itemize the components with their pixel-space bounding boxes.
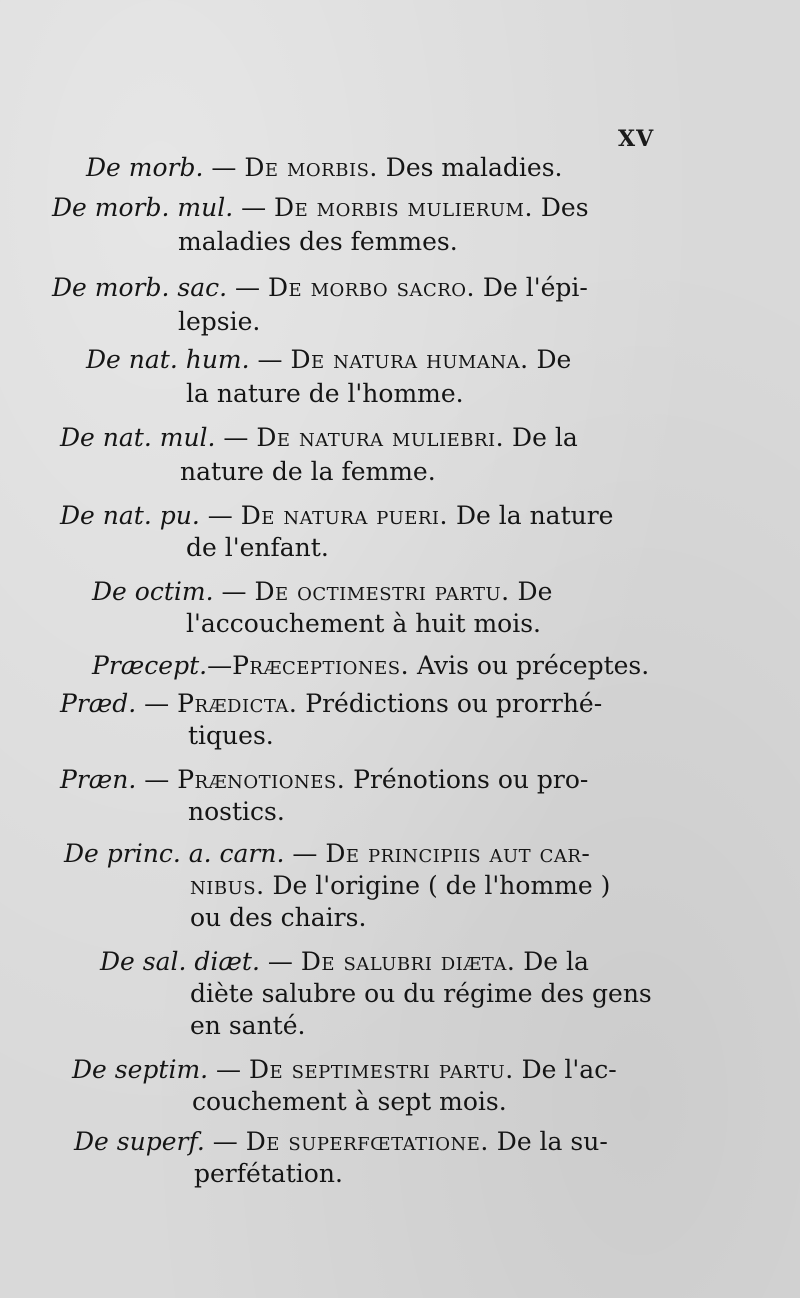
entry-latin-title: De salubri diæta. [300,947,516,976]
glossary-entry [60,498,613,533]
entry-french-translation: Des [532,193,589,222]
entry-french-translation: Prédictions ou prorrhé- [297,689,603,718]
entry-dash: — [233,193,275,222]
glossary-entry-continuation: l'accouchement à huit mois. [186,609,541,638]
glossary-entry-continuation: tiques. [188,721,274,750]
entry-abbreviation: De morb. sac. [52,273,228,302]
entry-french-translation: De l'ac- [513,1055,617,1084]
glossary-entry-continuation: diète salubre ou du régime des gens [190,979,652,1008]
entry-abbreviation: De morb. mul. [52,193,234,222]
entry-latin-title: De natura muliebri. [256,423,505,452]
glossary-entry [52,270,588,305]
entry-latin-title: Præceptiones. [232,651,410,680]
glossary-entry-continuation: de l'enfant. [186,533,329,562]
entry-abbreviation: De morb. [86,153,204,182]
entry-french-translation: De la [515,947,589,976]
entry-dash: — [207,651,233,680]
glossary-entry-continuation: couchement à sept mois. [192,1087,507,1116]
entry-french-translation: De [528,345,572,374]
entry-latin-title: De natura pueri. [240,501,448,530]
entry-latin-title: Prædicta. [177,689,298,718]
entry-abbreviation: De nat. mul. [60,423,216,452]
entry-abbreviation: De septim. [72,1055,209,1084]
glossary-entry-continuation: en santé. [190,1011,306,1040]
glossary-entry [60,686,602,721]
entry-abbreviation: De superf. [74,1127,205,1156]
glossary-entry-continuation: la nature de l'homme. [186,379,464,408]
entry-dash: — [204,1127,246,1156]
entry-dash: — [284,839,326,868]
glossary-entry [60,762,588,797]
entry-french-translation: De la nature [448,501,614,530]
glossary-entry [60,420,578,455]
entry-latin-title: nibus. [190,871,265,900]
entry-dash: — [136,765,178,794]
page-number: XV [618,126,655,152]
entry-french-translation: De l'origine ( de l'homme ) [264,871,611,900]
entry-dash: — [203,153,245,182]
entry-french-translation: De l'épi- [474,273,588,302]
glossary-entry-continuation [190,868,610,903]
entry-dash: — [259,947,301,976]
entry-latin-title: De natura humana. [290,345,529,374]
entry-french-translation: De la su- [488,1127,608,1156]
glossary-entry-continuation: maladies des femmes. [178,227,458,256]
entry-french-translation: Avis ou préceptes. [409,651,650,680]
entry-abbreviation: Præd. [60,689,137,718]
entry-abbreviation: De nat. hum. [86,345,250,374]
glossary-entry [100,944,589,979]
entry-latin-title: De morbo sacro. [267,273,475,302]
entry-latin-title: Prænotiones. [177,765,346,794]
glossary-entry-continuation: perfétation. [194,1159,343,1188]
entry-french-translation: Des maladies. [377,153,563,182]
entry-dash: — [215,423,257,452]
glossary-entry [92,648,649,683]
glossary-entry [74,1124,608,1159]
entry-abbreviation: Præcept. [92,651,208,680]
entry-latin-title: De morbis. [244,153,378,182]
entry-french-translation: De la [504,423,578,452]
entry-dash: — [136,689,178,718]
entry-abbreviation: De octim. [92,577,214,606]
glossary-entry [86,342,571,377]
entry-latin-title: De principiis aut car- [325,839,591,868]
entry-abbreviation: Præn. [60,765,137,794]
entry-dash: — [213,577,255,606]
entry-dash: — [227,273,268,302]
glossary-entry [64,836,590,871]
glossary-entry-continuation: ou des chairs. [190,903,367,932]
glossary-entry [72,1052,617,1087]
entry-dash: — [249,345,291,374]
entry-french-translation: De [509,577,553,606]
entry-abbreviation: De princ. a. carn. [64,839,285,868]
entry-abbreviation: De nat. pu. [60,501,200,530]
entry-latin-title: De morbis mulierum. [274,193,533,222]
entry-dash: — [208,1055,250,1084]
entry-latin-title: De superfœtatione. [245,1127,489,1156]
glossary-entry-continuation: nostics. [188,797,285,826]
entry-dash: — [199,501,241,530]
glossary-entry [86,150,563,185]
entry-abbreviation: De sal. diæt. [100,947,260,976]
entry-latin-title: De octimestri partu. [254,577,510,606]
entry-french-translation: Prénotions ou pro- [345,765,589,794]
entry-latin-title: De septimestri partu. [249,1055,514,1084]
glossary-entry [92,574,552,609]
glossary-entry [52,190,589,225]
glossary-entry-continuation: lepsie. [178,307,261,336]
glossary-entry-continuation: nature de la femme. [180,457,436,486]
